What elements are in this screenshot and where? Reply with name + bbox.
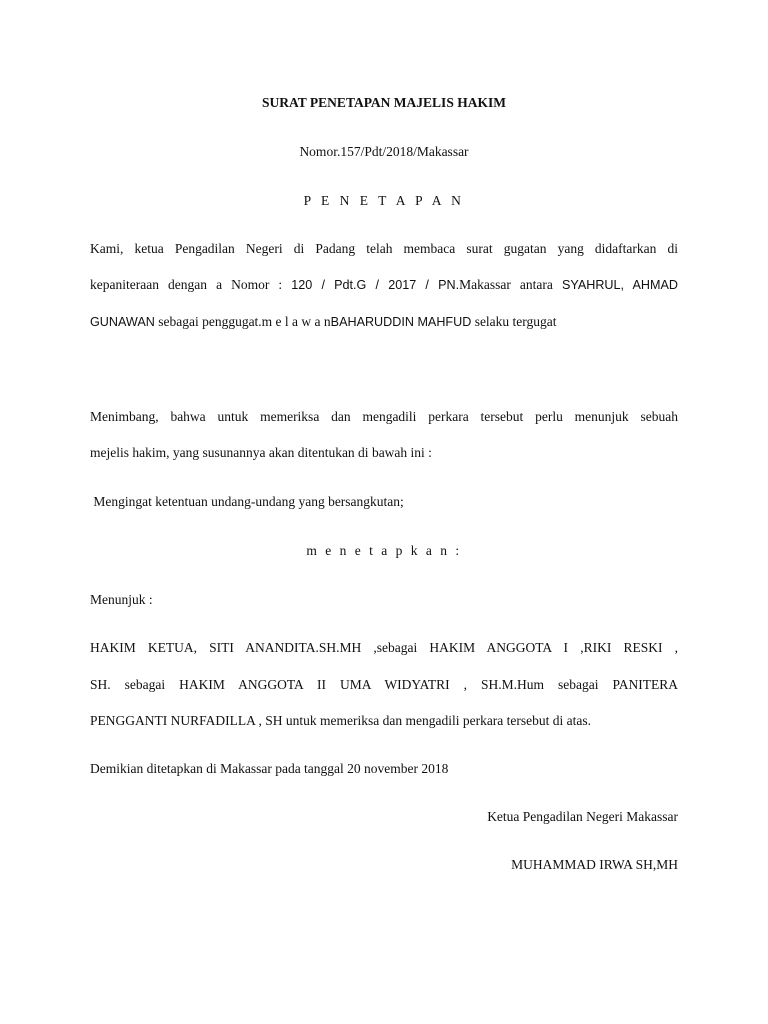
para3-line1: HAKIM KETUA, SITI ANANDITA.SH.MH ,sebagai HAKIM ANGGOTA I ,RIKI RESKI , xyxy=(90,640,678,655)
document-heading: P E N E T A P A N xyxy=(303,193,465,208)
para3-line3: PENGGANTI NURFADILLA , SH untuk memeriksa dan mengadili perkara tersebut di atas. xyxy=(90,713,592,728)
signature-position: Ketua Pengadilan Negeri Makassar xyxy=(487,809,678,824)
signature-name: MUHAMMAD IRWA SH,MH xyxy=(511,857,678,872)
para1-line2 xyxy=(90,276,678,294)
para1-line3-d: selaku tergugat xyxy=(471,314,557,329)
para2-line1: Menimbang, bahwa untuk memeriksa dan mengadili perkara tersebut perlu menunjuk sebuah xyxy=(90,409,678,424)
para1-line2-a: kepaniteraan dengan a Nomor : xyxy=(90,277,292,292)
para1-line2-b: 120 / Pdt.G / 2017 / PN. xyxy=(291,278,460,292)
para1-line2-c: Makassar antara xyxy=(459,277,562,292)
para2-line2: mejelis hakim, yang susunannya akan ditentukan di bawah ini : xyxy=(90,445,432,460)
para1-line3-b: sebagai penggugat.m e l a w a n xyxy=(154,314,331,329)
para3-line2: SH. sebagai HAKIM ANGGOTA II UMA WIDYATRI , SH.M.Hum sebagai PANITERA xyxy=(90,677,678,692)
menunjuk-label: Menunjuk : xyxy=(90,592,153,607)
closing-line: Demikian ditetapkan di Makassar pada tanggal 20 november 2018 xyxy=(90,761,449,776)
para1-line3 xyxy=(90,313,557,331)
para1-line1: Kami, ketua Pengadilan Negeri di Padang telah membaca surat gugatan yang didaftarkan di xyxy=(90,241,678,256)
menetapkan-heading: m e n e t a p k a n : xyxy=(306,543,462,558)
para1-line3-a: GUNAWAN xyxy=(90,315,155,329)
mengingat-line: Mengingat ketentuan undang-undang yang bersangkutan; xyxy=(90,494,404,509)
para1-line3-c: BAHARUDDIN MAHFUD xyxy=(330,315,472,329)
para1-line2-d: SYAHRUL, AHMAD xyxy=(561,278,678,292)
document-number: Nomor.157/Pdt/2018/Makassar xyxy=(299,144,469,159)
document-title: SURAT PENETAPAN MAJELIS HAKIM xyxy=(262,95,506,110)
